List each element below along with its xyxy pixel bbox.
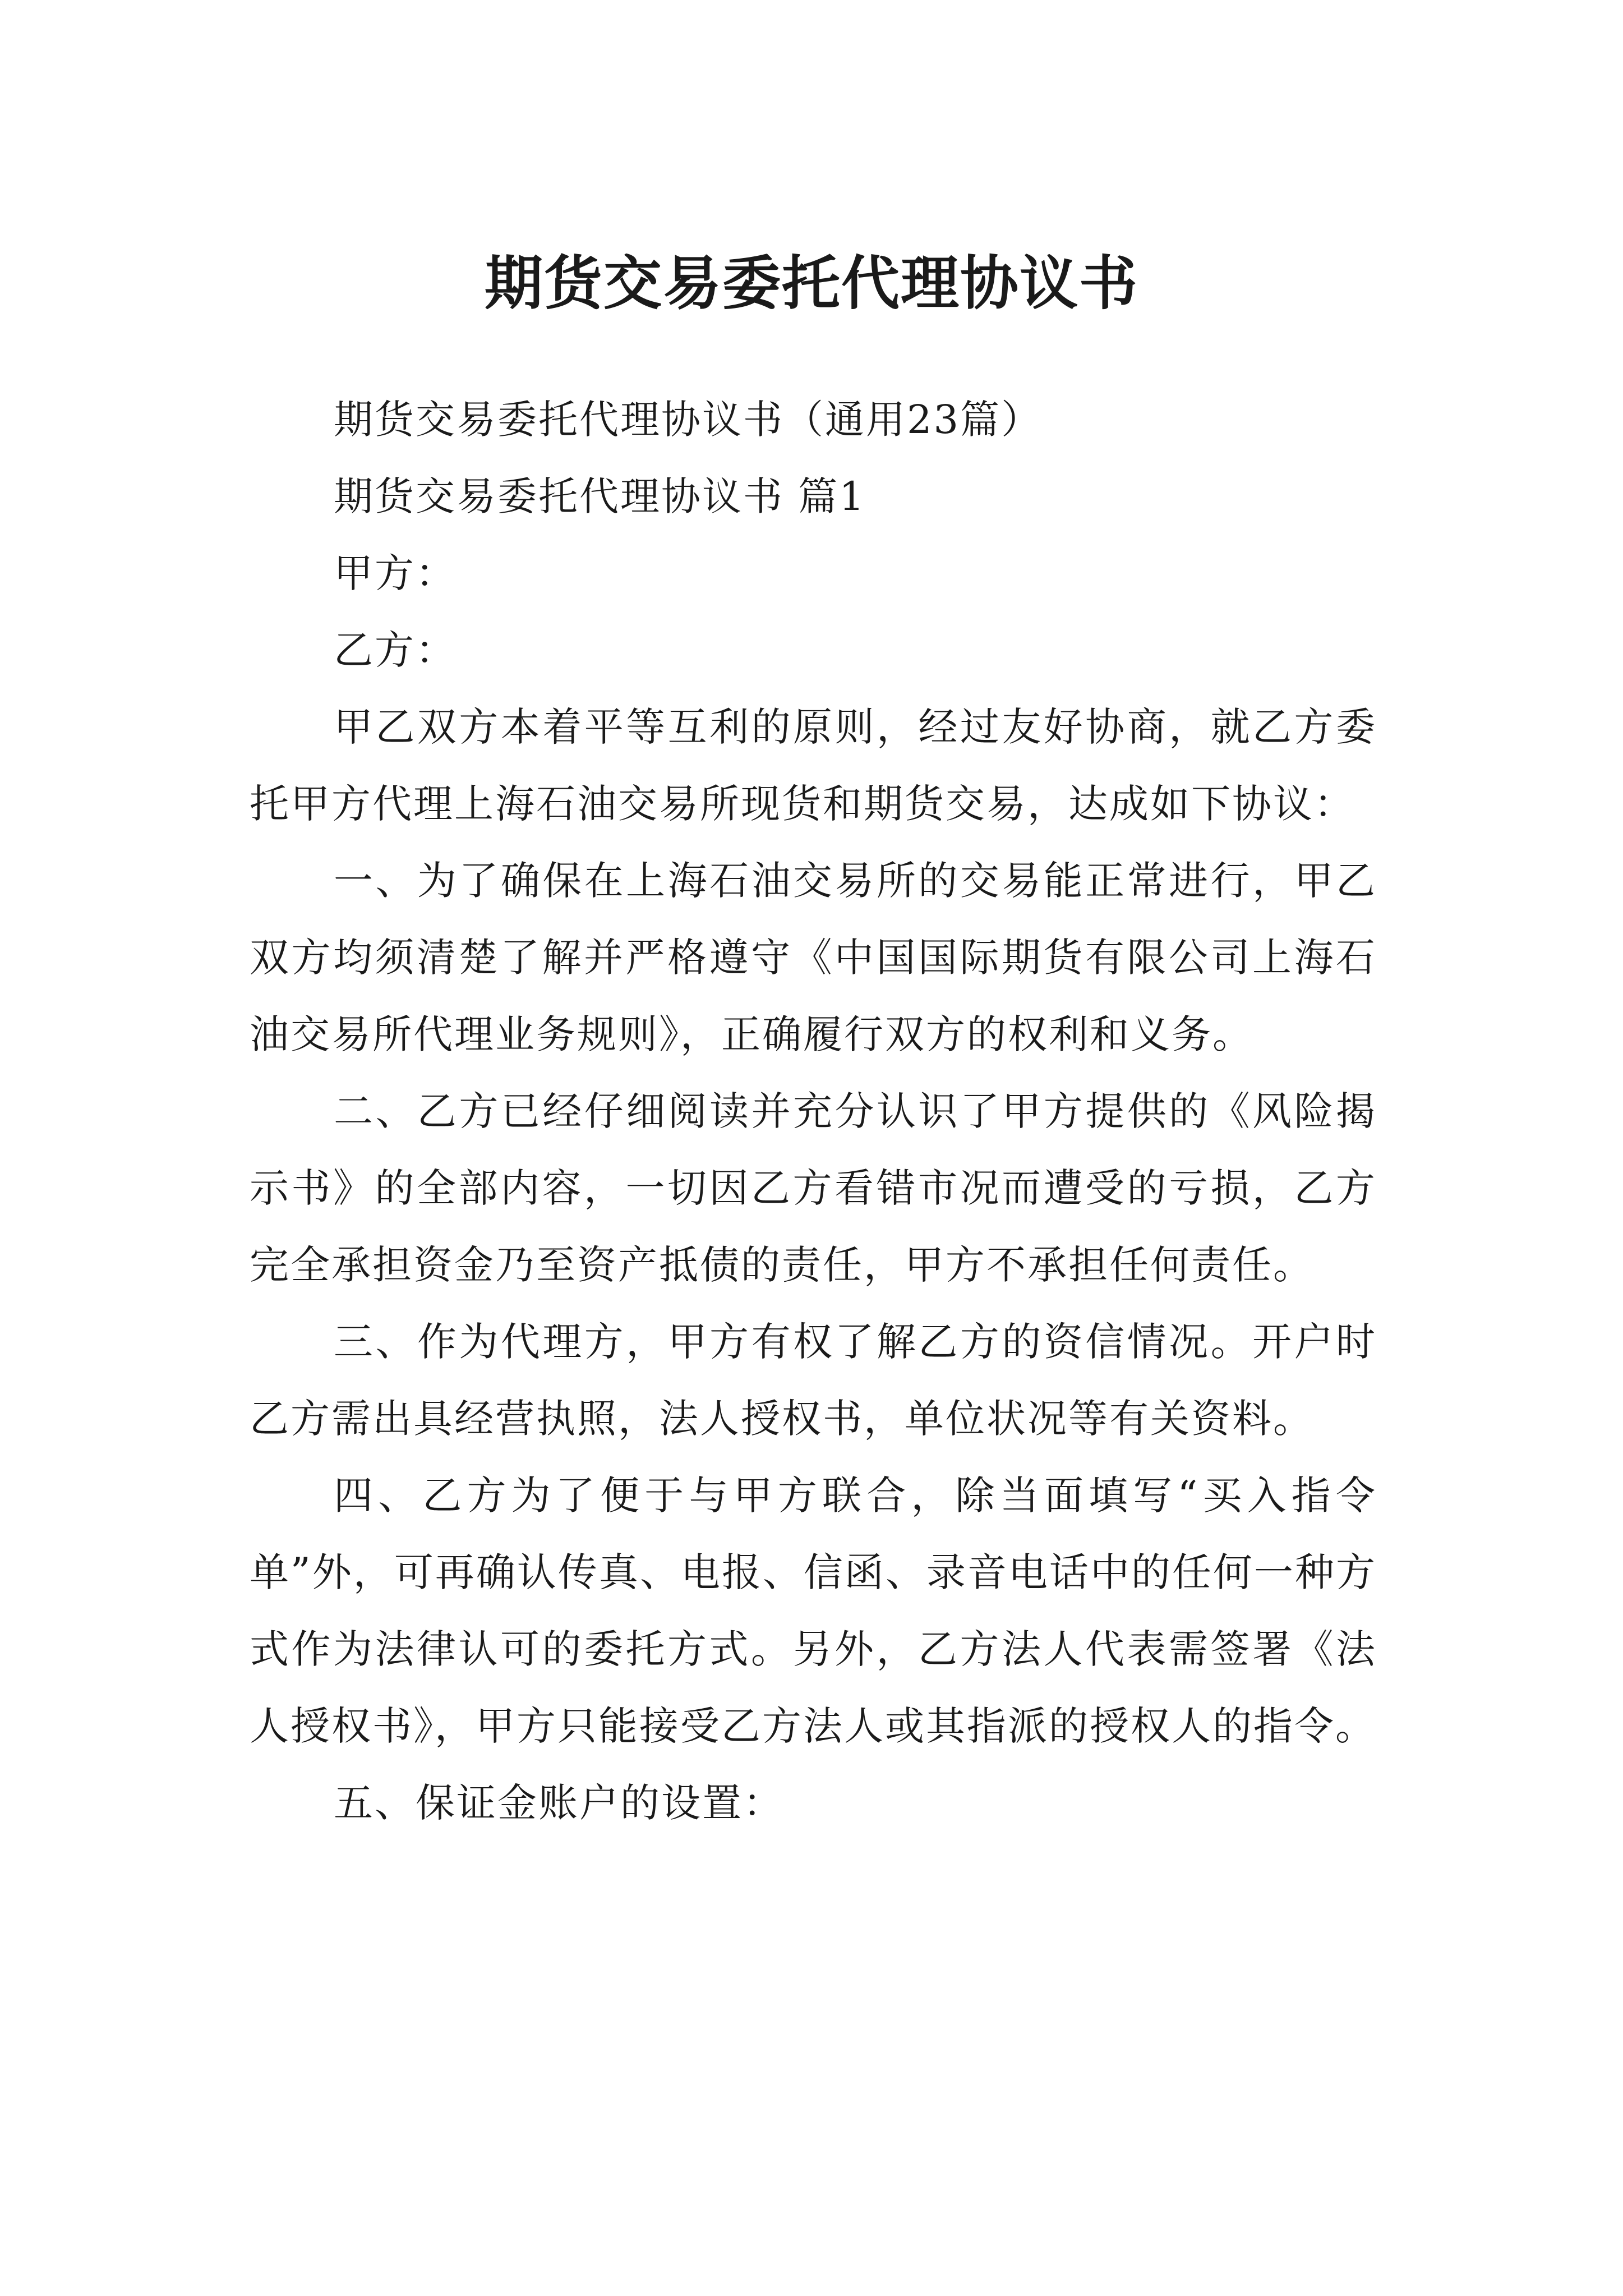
paragraph-clause-5: 五、保证金账户的设置：: [334, 1780, 784, 1826]
paragraph-party-b: 乙方：: [334, 627, 457, 673]
paragraph-clause-1: 一、为了确保在上海石油交易所的交易能正常进行，甲乙双方均须清楚了解并严格遵守《中国国际期货有限公司上海石油交易所代理业务规则》，正确履行双方的权利和义务。: [250, 858, 1377, 1057]
paragraph-clause-3: 三、作为代理方，甲方有权了解乙方的资信情况。开户时乙方需出具经营执照，法人授权书，单位状况等有关资料。: [250, 1319, 1377, 1442]
document-body: [250, 381, 1377, 1842]
paragraph-clause-4: 四、乙方为了便于与甲方联合，除当面填写“买入指令单”外，可再确认传真、电报、信函、录音电话中的任何一种方式作为法律认可的委托方式。另外，乙方法人代表需签署《法人授权书》，甲方只能接受乙方法人或其指派的授权人的指令。: [250, 1473, 1377, 1749]
document-title: 期货交易委托代理协议书: [484, 249, 1138, 318]
paragraph-subtitle: 期货交易委托代理协议书（通用23篇）: [334, 397, 1043, 443]
paragraph-party-a: 甲方：: [334, 550, 457, 596]
paragraph-clause-2: 二、乙方已经仔细阅读并充分认识了甲方提供的《风险揭示书》的全部内容，一切因乙方看错市况而遭受的亏损，乙方完全承担资金乃至资产抵债的责任，甲方不承担任何责任。: [250, 1088, 1377, 1288]
paragraph-preamble: 甲乙双方本着平等互利的原则，经过友好协商，就乙方委托甲方代理上海石油交易所现货和期货交易，达成如下协议：: [250, 704, 1377, 827]
paragraph-section-heading: 期货交易委托代理协议书 篇1: [334, 473, 866, 519]
